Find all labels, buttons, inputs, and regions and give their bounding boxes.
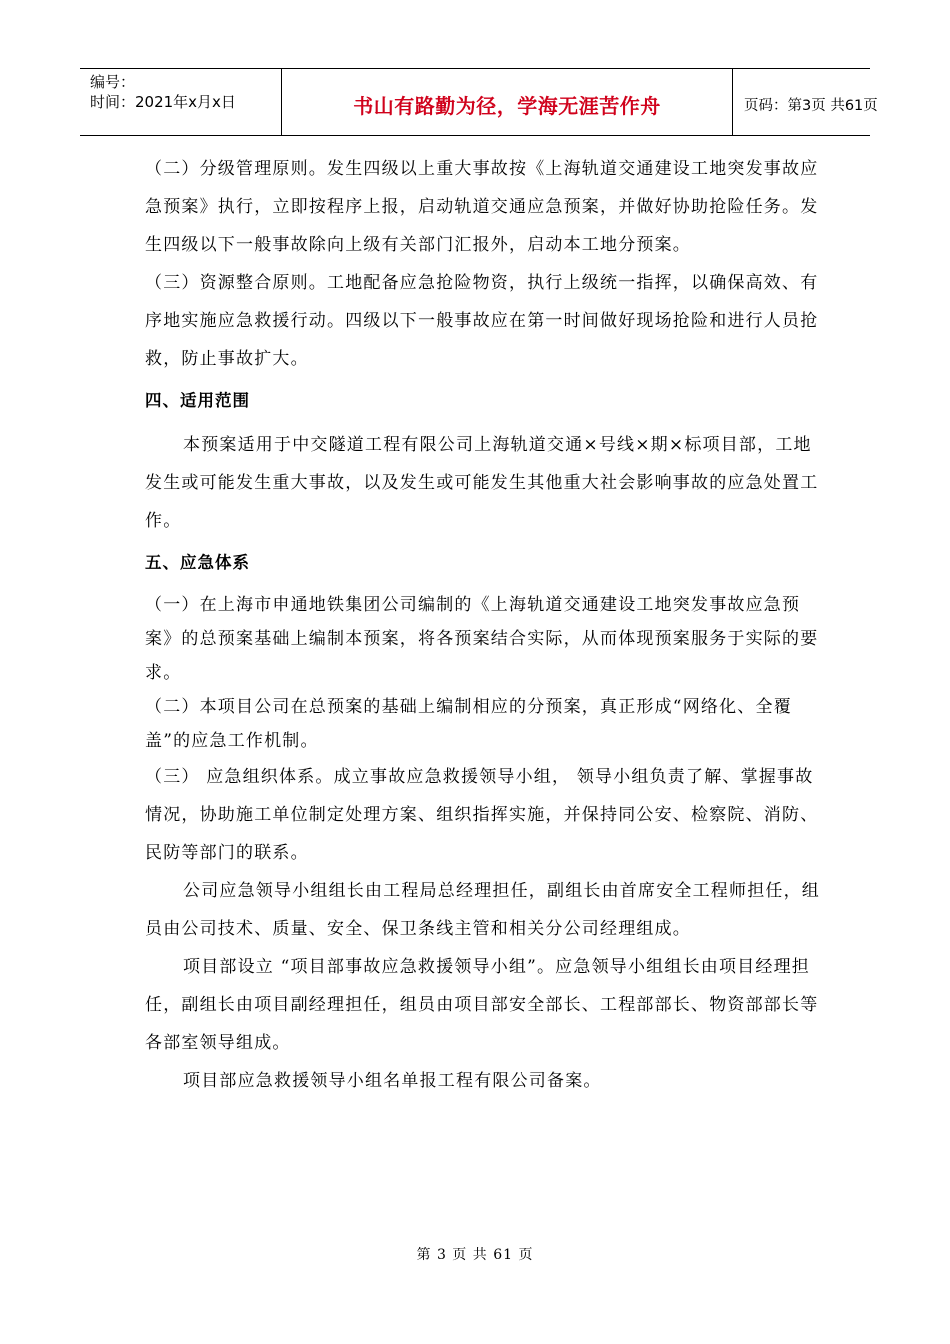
paragraph-organization: （三） 应急组织体系。成立事故应急救援领导小组， 领导小组负责了解、掌握事故情况，协助施工单位制定处理方案、组织指挥实施，并保持同公安、检察院、消防、民防等部门的联系。 (145, 767, 819, 863)
page-footer: 第 3 页 共 61 页 (416, 1247, 534, 1263)
paragraph-graded-management: （二）分级管理原则。发生四级以上重大事故按《上海轨道交通建设工地突发事故应急预案》执行，立即按程序上报，启动轨道交通应急预案，并做好协助抢险任务。发生四级以下一般事故除向上级有关部门汇报外，启动本工地分预案。 (145, 159, 819, 255)
document-time-label: 时间：2021年x月x日 (90, 93, 236, 111)
document-body (145, 150, 825, 1100)
document-number-label: 编号： (90, 73, 136, 91)
paragraph-system-2: （二）本项目公司在总预案的基础上编制相应的分预案，真正形成“网络化、全覆盖”的应急工作机制。 (145, 697, 792, 751)
section-heading-emergency-system: 五、应急体系 (145, 553, 250, 572)
paragraph-project-group: 项目部设立 “项目部事故应急救援领导小组”。应急领导小组组长由项目经理担任，副组长由项目副经理担任，组员由项目部安全部长、工程部部长、物资部部长等各部室领导组成。 (145, 957, 819, 1053)
paragraph-resource-integration: （三）资源整合原则。工地配备应急抢险物资，执行上级统一指挥，以确保高效、有序地实施应急救援行动。四级以下一般事故应在第一时间做好现场抢险和进行人员抢救，防止事故扩大。 (145, 273, 819, 369)
page-header (80, 68, 878, 136)
paragraph-scope: 本预案适用于中交隧道工程有限公司上海轨道交通×号线×期×标项目部，工地发生或可能发生重大事故，以及发生或可能发生其他重大社会影响事故的应急处置工作。 (145, 435, 819, 531)
paragraph-filing: 项目部应急救援领导小组名单报工程有限公司备案。 (183, 1071, 602, 1091)
section-heading-scope: 四、适用范围 (145, 391, 250, 410)
paragraph-company-group: 公司应急领导小组组长由工程局总经理担任，副组长由首席安全工程师担任，组员由公司技术、质量、安全、保卫条线主管和相关分公司经理组成。 (145, 881, 820, 939)
header-motto: 书山有路勤为径，学海无涯苦作舟 (282, 69, 733, 135)
header-page-info: 页码：第3页 共61页 (744, 97, 878, 114)
header-meta (80, 69, 282, 135)
paragraph-system-1: （一）在上海市申通地铁集团公司编制的《上海轨道交通建设工地突发事故应急预案》的总预案基础上编制本预案，将各预案结合实际，从而体现预案服务于实际的要求。 (145, 595, 819, 683)
